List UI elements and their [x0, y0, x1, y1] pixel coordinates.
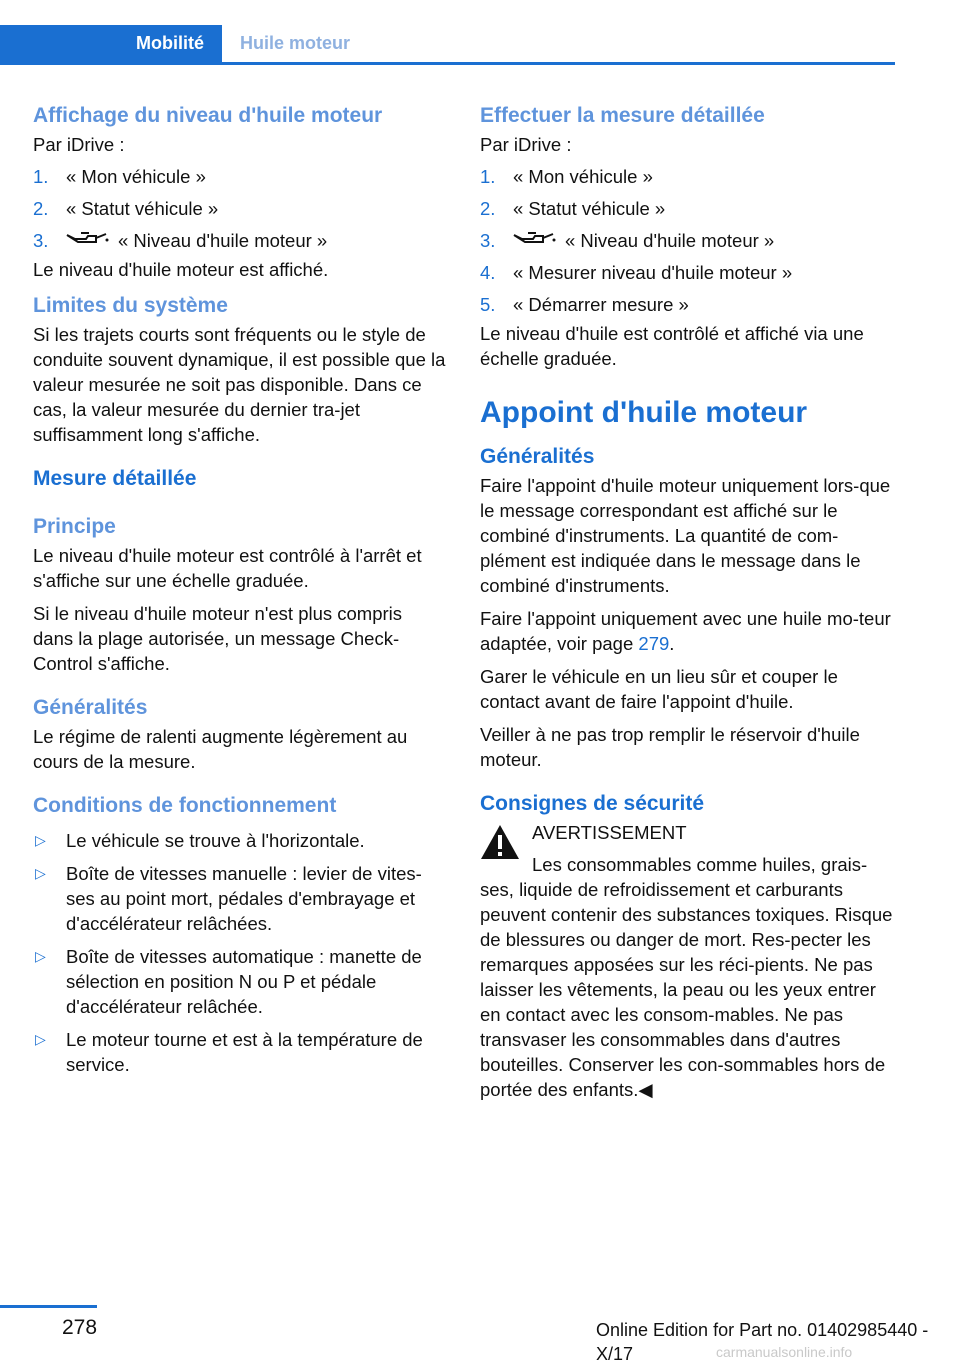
tab-mobilite[interactable]: Mobilité — [0, 25, 222, 62]
warning-heading: AVERTISSEMENT — [532, 822, 687, 843]
result-text: Le niveau d'huile moteur est affiché. — [33, 259, 329, 280]
section-title-mesure-detaillee: Mesure détaillée — [33, 467, 197, 490]
appoint-text-2-post: . — [669, 633, 675, 654]
left-column — [33, 100, 447, 1077]
list-item — [33, 161, 447, 193]
condition-text: Boîte de vitesses automatique : manette de sélection en position N ou P et pédale d'accélérateur relâchée. — [66, 946, 422, 1017]
step-text: « Statut véhicule » — [513, 198, 666, 219]
step-text: « Mon véhicule » — [513, 166, 653, 187]
list-item — [33, 828, 447, 853]
appoint-text-2 — [480, 606, 896, 656]
step-number: 1. — [33, 166, 49, 187]
conditions-list — [33, 828, 447, 1077]
section-title-effectuer: Effectuer la mesure détaillée — [480, 104, 765, 127]
header-bar — [0, 25, 895, 65]
section-title-conditions: Conditions de fonctionnement — [33, 794, 337, 817]
appoint-text-1: Faire l'appoint d'huile moteur uniquement lors‐que le message correspondant est affiché sur le combiné d'instruments. La quantité de com‐plément est indiquée dans le message dans le combiné d'instruments. — [480, 475, 891, 596]
warning-block — [480, 820, 896, 1102]
tab-huile-moteur[interactable]: Huile moteur — [240, 33, 351, 53]
step-text: « Mon véhicule » — [66, 166, 206, 187]
condition-text: Le véhicule se trouve à l'horizontale. — [66, 830, 365, 851]
principe-text-1: Le niveau d'huile moteur est contrôlé à l'arrêt et s'affiche sur une échelle graduée. — [33, 545, 422, 591]
triangle-right-icon: ▷ — [35, 948, 46, 964]
page-number: 278 — [62, 1316, 98, 1339]
watermark: carmanualsonline.info — [716, 1344, 853, 1360]
step-number: 3. — [33, 230, 49, 251]
steps-list-right — [480, 161, 896, 321]
condition-text: Le moteur tourne et est à la température de service. — [66, 1029, 423, 1075]
step-number: 2. — [33, 198, 49, 219]
result-text: Le niveau d'huile est contrôlé et affiché via une échelle graduée. — [480, 323, 864, 369]
limites-text: Si les trajets courts sont fréquents ou le style de conduite souvent dynamique, il est possible que la valeur mesurée ne soit pas disponible. Dans ce cas, la valeur mesurée du dernier tra‐jet suffisamment long s'affiche. — [33, 324, 446, 445]
oil-can-icon — [66, 226, 110, 258]
step-number: 3. — [480, 230, 496, 251]
step-text: « Démarrer mesure » — [513, 294, 689, 315]
section-title-generalites: Généralités — [33, 696, 148, 719]
section-title-principe: Principe — [33, 515, 116, 538]
warning-triangle-icon — [480, 824, 520, 866]
list-item — [33, 944, 447, 1019]
idrive-intro: Par iDrive : — [480, 134, 572, 155]
step-text: « Niveau d'huile moteur » — [565, 230, 775, 251]
chapter-title-appoint: Appoint d'huile moteur — [480, 396, 808, 429]
list-item — [480, 257, 896, 289]
appoint-text-3: Garer le véhicule en un lieu sûr et couper le contact avant de faire l'appoint d'huile. — [480, 666, 838, 712]
steps-list-left — [33, 161, 447, 257]
list-item — [33, 861, 447, 936]
oil-can-icon — [513, 226, 557, 258]
step-number: 2. — [480, 198, 496, 219]
section-title-limites: Limites du système — [33, 294, 228, 317]
appoint-text-4: Veiller à ne pas trop remplir le réservoir d'huile moteur. — [480, 724, 860, 770]
generalites-text: Le régime de ralenti augmente légèrement au cours de la mesure. — [33, 726, 408, 772]
section-title-affichage: Affichage du niveau d'huile moteur — [33, 104, 383, 127]
appoint-text-2-pre: Faire l'appoint uniquement avec une huile mo‐teur adaptée, voir page — [480, 608, 891, 654]
step-number: 1. — [480, 166, 496, 187]
step-number: 5. — [480, 294, 496, 315]
edition-text: Online Edition for Part no. 01402985440 - X/17 — [596, 1320, 929, 1364]
list-item — [480, 225, 896, 257]
warning-text: Les consommables comme huiles, grais‐ses, liquide de refroidissement et carburants peuvent contenir des substances toxiques. Risque de blessures ou danger de mort. Res‐pecter les remarques apposées sur les réci‐pients. Ne pas laisser les vêtements, la peau ou les yeux entrer en contact avec les consom‐mables. Ne pas transvaser les consommables dans d'autres bouteilles. Conserver les con‐sommables hors de portée des enfants.◀ — [480, 854, 893, 1100]
principe-text-2: Si le niveau d'huile moteur n'est plus compris dans la plage autorisée, un message Check-Control s'affiche. — [33, 603, 403, 674]
section-title-consignes: Consignes de sécurité — [480, 792, 705, 815]
condition-text: Boîte de vitesses manuelle : levier de vites‐ses au point mort, pédales d'embrayage et d'accélérateur relâchées. — [66, 863, 422, 934]
triangle-right-icon: ▷ — [35, 832, 46, 848]
list-item — [33, 225, 447, 257]
step-text: « Niveau d'huile moteur » — [118, 230, 328, 251]
list-item — [33, 1027, 447, 1077]
section-title-generalites-right: Généralités — [480, 445, 595, 468]
footer-rule — [0, 1305, 97, 1308]
list-item — [480, 193, 896, 225]
list-item — [480, 289, 896, 321]
idrive-intro: Par iDrive : — [33, 134, 125, 155]
step-number: 4. — [480, 262, 496, 283]
right-column — [480, 100, 896, 1102]
list-item — [33, 193, 447, 225]
step-text: « Mesurer niveau d'huile moteur » — [513, 262, 793, 283]
triangle-right-icon: ▷ — [35, 1031, 46, 1047]
list-item — [480, 161, 896, 193]
step-text: « Statut véhicule » — [66, 198, 219, 219]
triangle-right-icon: ▷ — [35, 865, 46, 881]
page-link-279[interactable]: 279 — [638, 633, 670, 654]
